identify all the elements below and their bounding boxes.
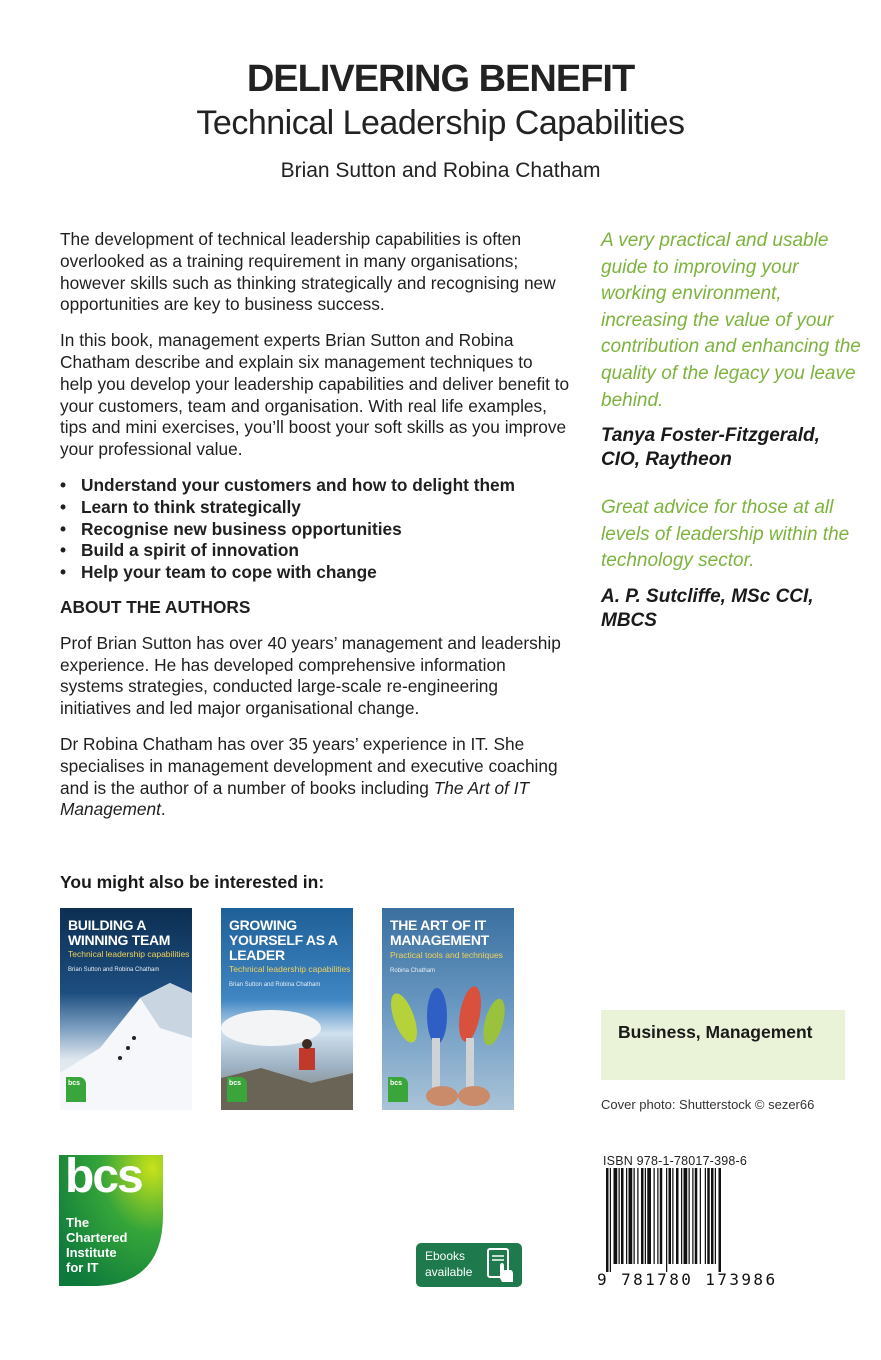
about-paragraph-2-text: Dr Robina Chatham has over 35 years’ experience in IT. She specialises in management development and executive coaching and is the author of a number of books including [60,733,558,798]
bcs-logo [59,1150,163,1286]
ebook-badge-line1: Ebooks [425,1249,466,1263]
isbn-barcode [603,1168,759,1272]
barcode-bar [692,1168,693,1264]
barcode-bar [672,1168,673,1264]
bcs-mini-logo: bcs [227,1077,247,1102]
barcode-bar [657,1168,658,1264]
barcode-digits: 9 781780 173986 [597,1270,778,1289]
barcode-bar [626,1168,627,1264]
ebooks-available-badge[interactable] [416,1243,522,1287]
benefit-list [60,475,570,584]
related-book-subtitle: Technical leadership capabilities [68,949,190,959]
intro-paragraph-1: The development of technical leadership capabilities is often overlooked as a training requirement in many organisations; however skills such as thinking strategically and recognising new opportunities are key to business success. [60,229,556,315]
barcode-bar [629,1168,633,1264]
benefit-item: • Understand your customers and how to delight them [60,475,570,497]
book-authors: Brian Sutton and Robina Chatham [280,159,601,182]
related-book-cover[interactable] [60,908,192,1110]
category-label: Business, Management [618,1022,813,1042]
tablet-touch-icon [486,1248,514,1282]
photo-credit: Cover photo: Shutterstock © sezer66 [601,1097,815,1112]
barcode-bar [715,1168,716,1264]
barcode-bar [621,1168,624,1264]
about-authors-heading: ABOUT THE AUTHORS [60,596,251,617]
barcode-bar [689,1168,690,1264]
barcode-bar [606,1168,609,1272]
barcode-bar [700,1168,701,1264]
about-paragraph-1: Prof Brian Sutton has over 40 years’ management and leadership experience. He has developed comprehensive information systems strategies, conducted large-scale re-engineering initiatives and led major organisational change. [60,632,561,719]
related-book-authors: Brian Sutton and Robina Chatham [68,967,160,973]
bcs-tagline: The Chartered Institute for IT [66,1215,128,1275]
barcode-bar [684,1168,688,1264]
ebook-badge-line2: available [425,1265,473,1279]
category-box [601,1010,845,1080]
barcode-bar [681,1168,682,1264]
about-paragraph-2 [60,734,570,821]
description-column [60,229,570,835]
barcode-bar [647,1168,651,1264]
barcode-bar [719,1168,722,1272]
related-book-authors: Robina Chatham [390,968,436,974]
barcode-bar [637,1168,638,1264]
barcode-bar [676,1168,679,1264]
barcode-bar [610,1168,611,1272]
benefit-item: • Recognise new business opportunities [60,519,570,541]
benefit-item: • Learn to think strategically [60,497,570,519]
barcode-bar [619,1168,620,1264]
testimonials [601,228,861,656]
barcode-bar [705,1168,706,1264]
intro-paragraph-2: In this book, management experts Brian Sutton and Robina Chatham describe and explain six management techniques to help you develop your leadership capabilities and deliver benefit to your customers, team and organisation. With real life examples, tips and mini exercises, you’ll boost your soft skills as you improve your professional value. [60,330,570,460]
about-book-title: The Art of IT Management [60,777,530,820]
testimonial-author: A. P. Sutcliffe, MSc CCI, MBCS [601,585,814,631]
barcode-bar [660,1168,663,1264]
testimonial-quote: Great advice for those at all levels of leadership within the technology sector. [601,497,850,572]
barcode-bar [614,1168,618,1264]
barcode-bar [666,1168,667,1272]
barcode-bar [707,1168,710,1264]
related-book-authors: Brian Sutton and Robina Chatham [229,982,321,988]
barcode-bar [654,1168,655,1264]
book-subtitle: Technical Leadership Capabilities [196,104,685,142]
barcode-bar [645,1168,646,1264]
related-book-subtitle: Practical tools and techniques [390,950,503,960]
barcode-bar [695,1168,698,1264]
bcs-mini-logo: bcs [388,1077,408,1102]
barcode-bar [641,1168,644,1264]
related-book-subtitle: Technical leadership capabilities [229,964,351,974]
isbn-label: ISBN 978-1-78017-398-6 [603,1154,748,1168]
related-book-title: GROWING YOURSELF AS A LEADER [229,917,338,963]
related-book-title: BUILDING A WINNING TEAM [68,917,171,948]
barcode-bar [669,1168,672,1264]
testimonial-quote: A very practical and usable guide to improving your working environment, increasing the value of your contribution and enhancing the quality of the legacy you leave behind. [601,230,861,411]
bcs-wordmark: bcs [65,1150,142,1203]
book-title: DELIVERING BENEFIT [246,58,635,100]
testimonial-author: Tanya Foster-Fitzgerald, CIO, Raytheon [601,425,820,471]
related-book-title: THE ART OF IT MANAGEMENT [390,917,489,948]
barcode-bar [711,1168,714,1264]
bcs-mini-logo: bcs [66,1077,86,1102]
barcode-bar [634,1168,635,1264]
related-book-cover[interactable] [221,908,353,1110]
benefit-item: • Build a spirit of innovation [60,540,570,562]
about-paragraph-2-end: . [160,799,166,820]
related-book-cover[interactable] [382,908,514,1110]
related-heading: You might also be interested in: [60,872,325,892]
benefit-item: • Help your team to cope with change [60,562,570,584]
